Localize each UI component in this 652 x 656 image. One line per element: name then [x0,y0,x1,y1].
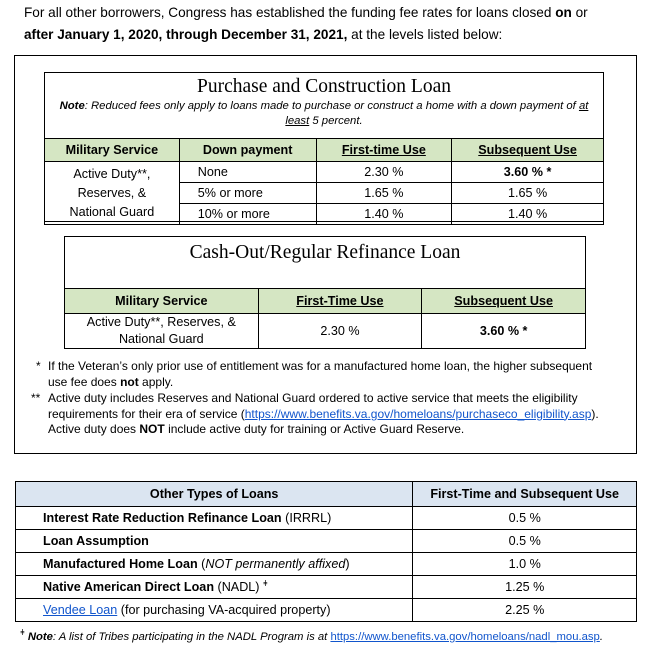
note-label: Note [27,630,53,643]
header-military-service: Military Service [45,139,180,162]
service-line: National Guard [118,332,204,346]
first-time-cell: 2.30 % [316,162,452,183]
nadl-link[interactable]: https://www.benefits.va.gov/homeloans/nadl_mou.asp [330,630,600,643]
header-subsequent: Subsequent Use [422,289,586,314]
service-cell [65,314,259,349]
service-line: Reserves, & [77,185,147,200]
table-row [16,507,637,530]
fee-cell: 0.5 % [413,530,637,553]
note-text: : Reduced fees only apply to loans made to purchase or construct a home with a down payment of [84,100,579,112]
footnote-text: requirements for their era of service ( [48,406,245,421]
header-down-payment: Down payment [179,139,316,162]
service-cell [45,162,180,225]
note-end: 5 percent. [309,115,363,127]
footnote-text: Active duty does [48,422,140,436]
table-row [16,530,637,553]
subsequent-cell: 1.65 % [452,183,604,204]
purchase-table [44,138,604,225]
intro-text: For all other borrowers, Congress has established the funding fee rates for loans closed [24,5,556,20]
service-line: Active Duty**, Reserves, & [86,315,236,329]
intro-text-or: or [571,5,588,20]
note-dagger: ǂ [20,628,25,637]
note-end: . [599,630,603,643]
footnote-text: use fee does [48,374,121,389]
subsequent-cell: 3.60 % * [422,314,586,349]
footnote-not: NOT [139,422,165,436]
eligibility-link[interactable]: https://www.benefits.va.gov/homeloans/purchaseco_eligibility.asp [244,406,592,421]
down-payment-cell: 10% or more [179,204,316,225]
note-label: Note [59,100,85,112]
footnote-text: apply. [138,374,174,389]
purchase-title: Purchase and Construction Loan [197,76,451,97]
fee-cell: 0.5 % [413,507,637,530]
first-time-cell: 1.40 % [316,204,452,225]
intro-on: on [555,5,572,20]
service-line: Active Duty**, [73,166,151,181]
header-first-time: First-Time Use [258,289,422,314]
down-payment-cell: 5% or more [179,183,316,204]
footnote-marker: ** [31,391,41,405]
header-first-time: First-time Use [316,139,452,162]
footnote-text: If the Veteran’s only prior use of entitlement was for a manufactured home loan, the higher subsequent [48,359,593,373]
vendee-loan-link[interactable]: Vendee Loan [43,603,118,617]
fee-cell: 1.0 % [413,553,637,576]
loan-type-cell: Interest Rate Reduction Refinance Loan (IRRRL) [16,507,413,530]
table-row [16,576,637,599]
footnote-marker: * [36,359,41,373]
subsequent-cell: 1.40 % [452,204,604,225]
note-at-least: at least [285,100,589,127]
subsequent-cell: 3.60 % * [452,162,604,183]
other-loans-table [15,481,637,622]
refinance-title: Cash-Out/Regular Refinance Loan [189,242,461,263]
footnote-text: include active duty for training or Active Guard Reserve. [164,422,465,436]
purchase-note [48,99,600,129]
fee-cell: 1.25 % [413,576,637,599]
header-first-and-subsequent: First-Time and Subsequent Use [413,482,637,507]
loan-type-cell: Native American Direct Loan (NADL) $^ǂ$ [16,576,413,599]
footnote-single-star [36,359,626,390]
intro-paragraph [24,2,644,46]
down-payment-cell: None [179,162,316,183]
first-time-cell: 1.65 % [316,183,452,204]
loan-type-cell: Vendee Loan (for purchasing VA-acquired property) [16,599,413,622]
table-row [16,553,637,576]
footnote-text: ). [591,406,599,421]
header-military-service: Military Service [65,289,259,314]
footnote-not: not [120,374,139,389]
loan-type-cell: Loan Assumption [16,530,413,553]
header-other-types: Other Types of Loans [16,482,413,507]
refinance-table [64,288,586,349]
loan-type-cell: Manufactured Home Loan (NOT permanently affixed) [16,553,413,576]
note-text: : A list of Tribes participating in the NADL Program is at [52,630,331,643]
nadl-note [20,628,640,643]
intro-text-end: at the levels listed below: [347,27,503,42]
fee-cell: 2.25 % [413,599,637,622]
header-subsequent: Subsequent Use [452,139,604,162]
service-line: National Guard [69,204,155,219]
first-time-cell: 2.30 % [258,314,422,349]
table-row [16,599,637,622]
intro-dates: after January 1, 2020, through December 31, 2021, [24,27,348,42]
footnote-double-star [31,391,631,438]
footnote-text: Active duty includes Reserves and National Guard ordered to active service that meets the eligibility [48,391,578,405]
